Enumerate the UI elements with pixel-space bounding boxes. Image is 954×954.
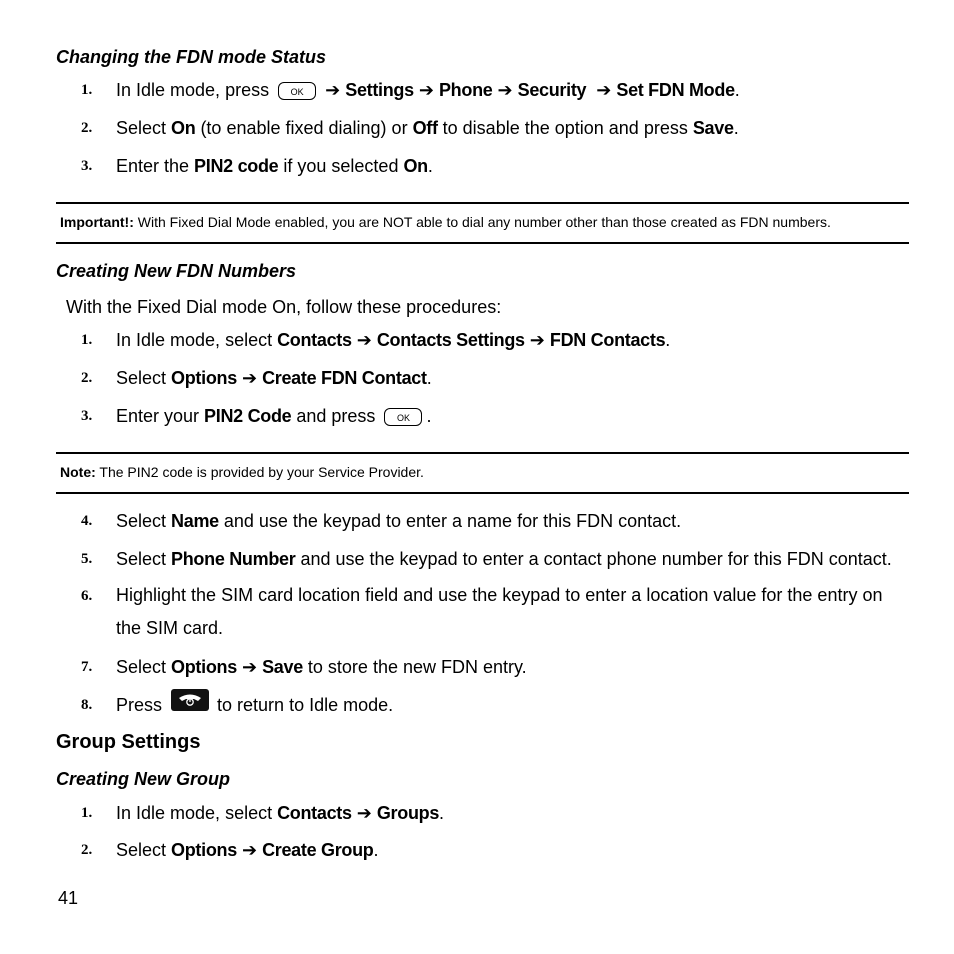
intro-paragraph: With the Fixed Dial mode On, follow these procedures: — [66, 297, 502, 317]
arrow-icon: ➔ — [241, 657, 258, 677]
arrow-icon: ➔ — [497, 80, 513, 100]
subheading-new-group: Creating New Group — [56, 769, 231, 789]
divider — [56, 492, 909, 494]
arrow-icon: ➔ — [356, 330, 372, 350]
arrow-icon: ➔ — [241, 840, 258, 860]
arrow-icon: ➔ — [529, 330, 545, 350]
divider — [56, 242, 909, 244]
arrow-icon: ➔ — [596, 80, 612, 100]
important-note: Important!: With Fixed Dial Mode enabled, you are NOT able to dial any number other than those created as FDN numbers. — [60, 214, 831, 230]
ok-key-icon: OK — [278, 82, 316, 100]
end-power-key-icon — [171, 689, 209, 711]
divider — [56, 452, 909, 454]
arrow-icon: ➔ — [241, 368, 258, 388]
page-number: 41 — [58, 888, 79, 908]
section-heading-fdn-mode: Changing the FDN mode Status — [56, 47, 326, 67]
section-heading-group-settings: Group Settings — [56, 731, 201, 753]
arrow-icon: ➔ — [325, 80, 341, 100]
ok-key-icon: OK — [384, 408, 422, 426]
arrow-icon: ➔ — [418, 80, 434, 100]
section-heading-new-fdn: Creating New FDN Numbers — [56, 261, 297, 281]
arrow-icon: ➔ — [356, 803, 372, 823]
service-provider-note: Note: The PIN2 code is provided by your Service Provider. — [60, 464, 424, 480]
divider — [56, 202, 909, 204]
